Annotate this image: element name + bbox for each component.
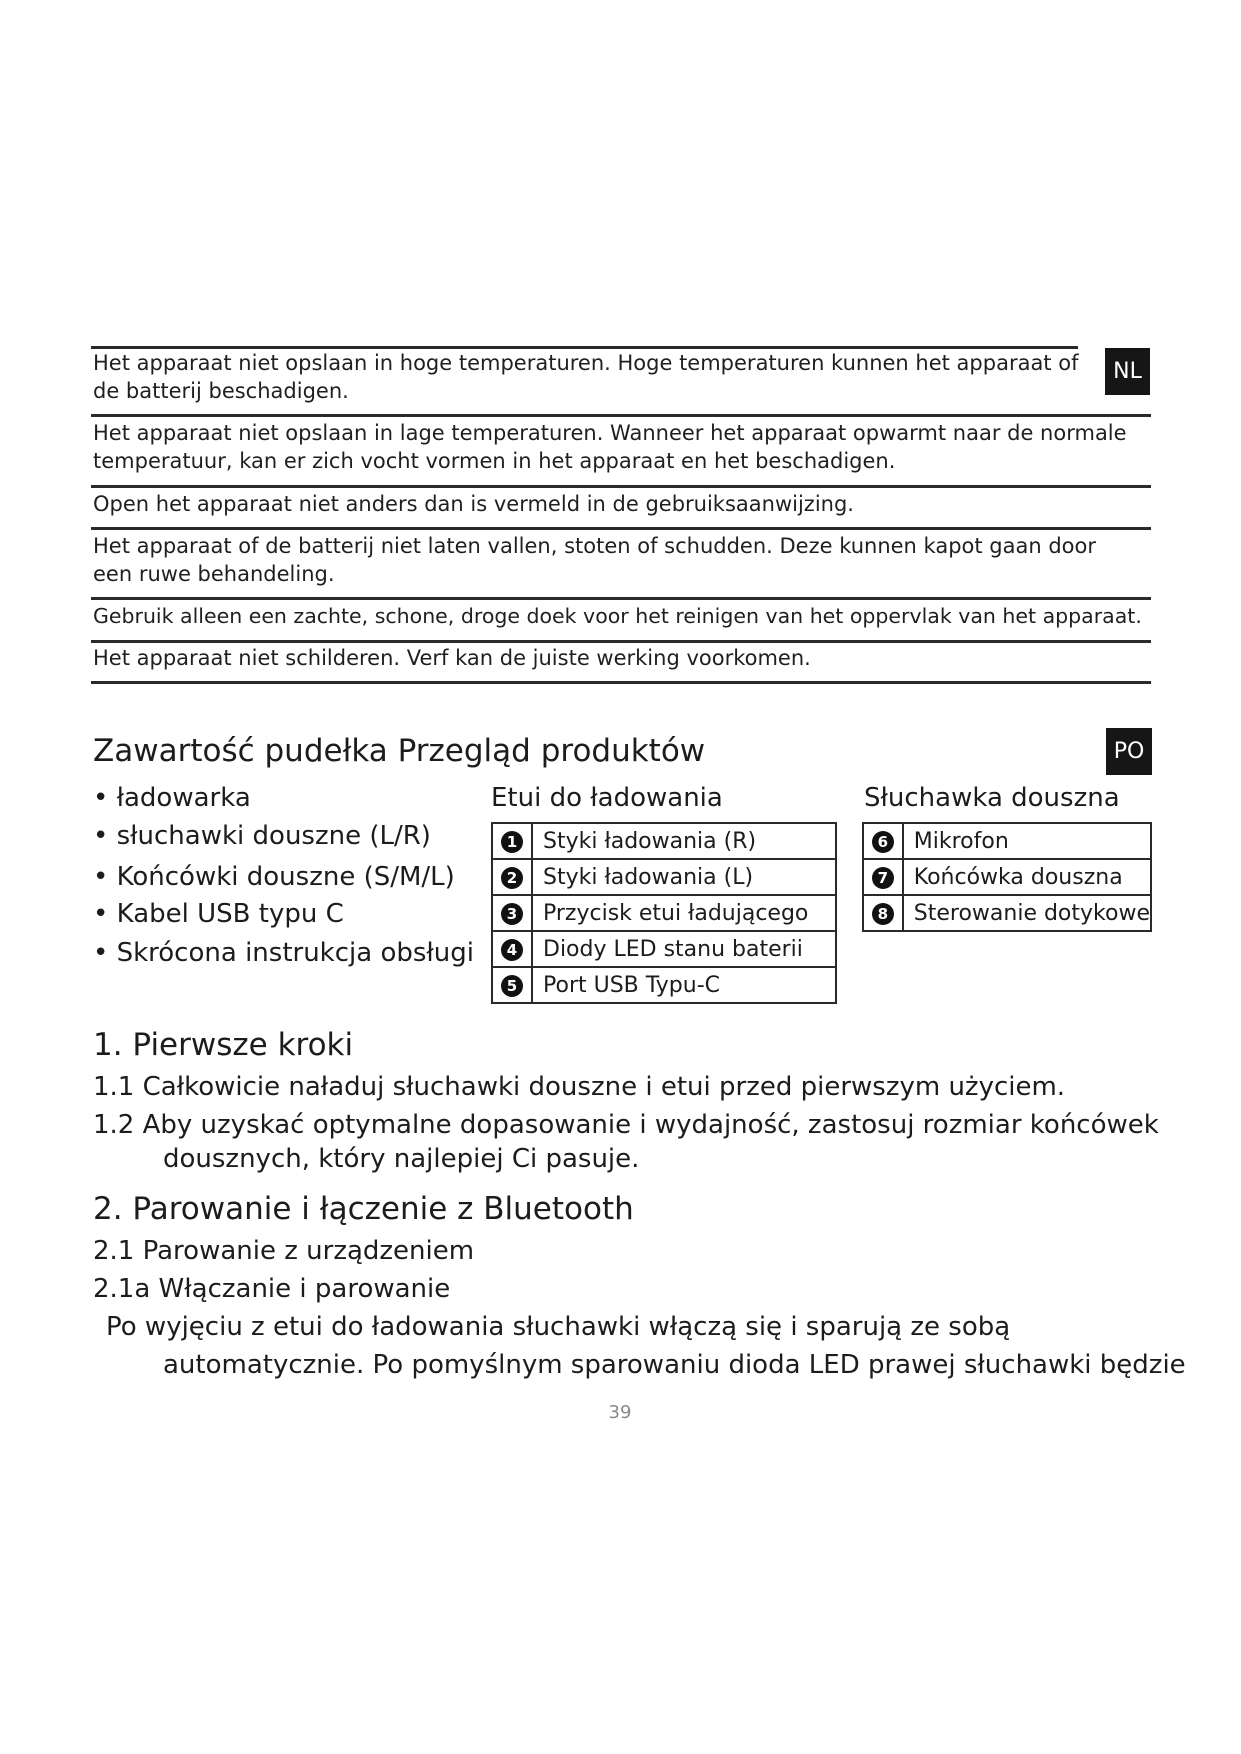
table-row bbox=[863, 859, 1151, 895]
table-row bbox=[492, 967, 836, 1003]
part-label: Styki ładowania (R) bbox=[532, 823, 836, 859]
nl-rule-4 bbox=[91, 597, 1151, 600]
nl-rule-2 bbox=[91, 485, 1151, 488]
po-language-badge: PO bbox=[1106, 728, 1152, 775]
nl-paragraph-3: Open het apparaat niet anders dan is vermeld in de gebruiksaanwijzing. bbox=[93, 492, 854, 516]
number-5-icon: 5 bbox=[501, 975, 523, 997]
nl-paragraph-4: Het apparaat of de batterij niet laten vallen, stoten of schudden. Deze kunnen kapot gaan door een ruwe behandeling. bbox=[93, 534, 1097, 586]
table-row bbox=[492, 895, 836, 931]
number-2-icon: 2 bbox=[501, 867, 523, 889]
list-item: • Kabel USB typu C bbox=[93, 899, 344, 929]
part-label: Port USB Typu-C bbox=[532, 967, 836, 1003]
list-item: • Końcówki douszne (S/M/L) bbox=[93, 862, 455, 892]
nl-rule-6 bbox=[91, 681, 1151, 684]
part-label: Sterowanie dotykowe bbox=[903, 895, 1151, 931]
section-2-heading: 2. Parowanie i łączenie z Bluetooth bbox=[93, 1191, 634, 1227]
number-7-icon: 7 bbox=[872, 867, 894, 889]
page-number: 39 bbox=[608, 1402, 632, 1423]
list-item: • Skrócona instrukcja obsługi bbox=[93, 938, 474, 968]
nl-paragraph-5: Gebruik alleen een zachte, schone, droge doek voor het reinigen van het oppervlak van het apparaat. bbox=[93, 604, 1142, 628]
earbud-parts-table bbox=[862, 822, 1152, 932]
case-heading: Etui do ładowania bbox=[491, 783, 723, 813]
case-parts-table bbox=[491, 822, 837, 1004]
step-1-2-line-1: 1.2 Aby uzyskać optymalne dopasowanie i wydajność, zastosuj rozmiar końcówek bbox=[93, 1110, 1159, 1140]
nl-language-badge: NL bbox=[1105, 348, 1150, 395]
list-item: • ładowarka bbox=[93, 783, 251, 813]
pairing-paragraph-line-1: Po wyjęciu z etui do ładowania słuchawki włączą się i sparują ze sobą bbox=[106, 1312, 1011, 1342]
table-row bbox=[863, 823, 1151, 859]
nl-paragraph-1: Het apparaat niet opslaan in hoge temperaturen. Hoge temperaturen kunnen het apparaat of de batterij beschadigen. bbox=[93, 351, 1079, 403]
po-section-title: Zawartość pudełka Przegląd produktów bbox=[93, 733, 706, 769]
number-6-icon: 6 bbox=[872, 831, 894, 853]
subsection-2-1a: 2.1a Włączanie i parowanie bbox=[93, 1274, 451, 1304]
part-label: Diody LED stanu baterii bbox=[532, 931, 836, 967]
pairing-paragraph-line-2: automatycznie. Po pomyślnym sparowaniu dioda LED prawej słuchawki będzie bbox=[163, 1350, 1186, 1380]
earbud-heading: Słuchawka douszna bbox=[864, 783, 1120, 813]
nl-paragraph-6: Het apparaat niet schilderen. Verf kan de juiste werking voorkomen. bbox=[93, 646, 811, 670]
table-row bbox=[863, 895, 1151, 931]
part-label: Przycisk etui ładującego bbox=[532, 895, 836, 931]
part-label: Styki ładowania (L) bbox=[532, 859, 836, 895]
subsection-2-1: 2.1 Parowanie z urządzeniem bbox=[93, 1236, 475, 1266]
nl-paragraph-2: Het apparaat niet opslaan in lage temperaturen. Wanneer het apparaat opwarmt naar de normale temperatuur, kan er zich vocht vormen in het apparaat en het beschadigen. bbox=[93, 421, 1127, 473]
step-1-1: 1.1 Całkowicie naładuj słuchawki douszne i etui przed pierwszym użyciem. bbox=[93, 1072, 1066, 1102]
nl-rule-3 bbox=[91, 527, 1151, 530]
part-label: Końcówka douszna bbox=[903, 859, 1151, 895]
number-8-icon: 8 bbox=[872, 903, 894, 925]
number-4-icon: 4 bbox=[501, 939, 523, 961]
table-row bbox=[492, 931, 836, 967]
nl-rule-5 bbox=[91, 640, 1151, 643]
section-1-heading: 1. Pierwsze kroki bbox=[93, 1027, 354, 1063]
table-row bbox=[492, 823, 836, 859]
list-item: • słuchawki douszne (L/R) bbox=[93, 821, 431, 851]
part-label: Mikrofon bbox=[903, 823, 1151, 859]
nl-rule-1 bbox=[91, 414, 1151, 417]
step-1-2-line-2: dousznych, który najlepiej Ci pasuje. bbox=[163, 1144, 640, 1174]
number-1-icon: 1 bbox=[501, 831, 523, 853]
number-3-icon: 3 bbox=[501, 903, 523, 925]
table-row bbox=[492, 859, 836, 895]
